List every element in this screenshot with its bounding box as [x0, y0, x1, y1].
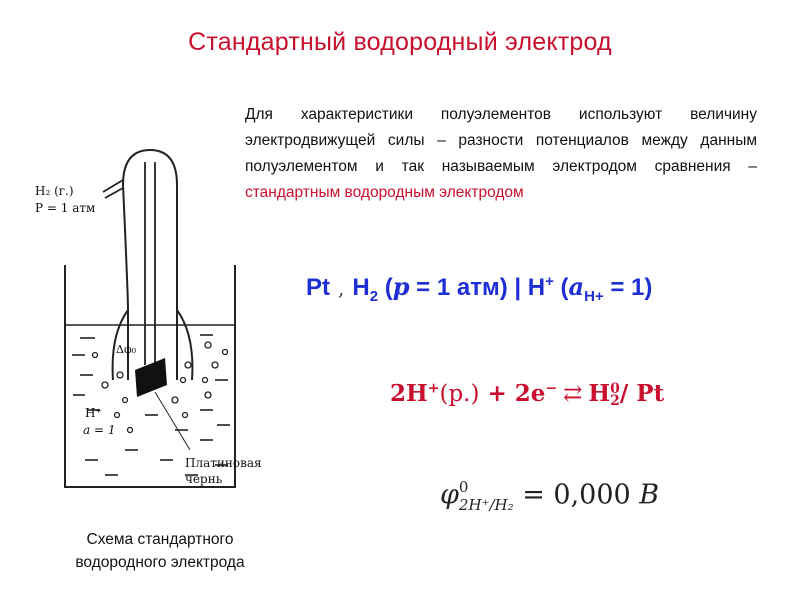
eq3-rhs: = 0,000 [513, 479, 640, 511]
eq1-plus: + [545, 273, 554, 290]
hydrogen-electrode-diagram [25, 140, 285, 500]
paragraph-highlight: стандартным водородным электродом [245, 184, 524, 201]
ion-label: H⁺ [85, 406, 102, 420]
gas-label: H₂ (г.) [35, 184, 74, 198]
equilibrium-arrow-icon: ⇄ [563, 381, 583, 407]
caption-line-2: водородного электрода [75, 554, 245, 571]
eq1-a: a [568, 272, 585, 301]
eq2-h: H [588, 380, 611, 407]
eq1-paren: ( [378, 274, 393, 301]
activity-label: a = 1 [83, 423, 116, 437]
liquid-dashes [72, 335, 230, 475]
description-paragraph [245, 102, 757, 206]
eq2-tail: / Pt [619, 380, 665, 407]
diagram-caption [45, 528, 275, 574]
eq1-rest: = 1 атм) | H [409, 274, 546, 301]
standard-potential-equation [440, 478, 659, 514]
eq2-phase: (р.) [439, 381, 480, 407]
platinum-label-1: Платиновая [185, 456, 262, 470]
eq2-minus-sup: − [545, 380, 558, 397]
eq1-open: ( [553, 274, 569, 301]
eq2-electrons: + 2e [479, 380, 546, 407]
eq1-p: p [392, 272, 410, 301]
eq1-a-sub: H+ [584, 287, 604, 305]
eq2-sup0: 0 [610, 381, 620, 397]
eq3-unit: B [639, 479, 660, 511]
eq3-sub: 2H⁺/H₂ [458, 496, 514, 514]
slide-title: Стандартный водородный электрод [188, 28, 612, 56]
platinum-plate [135, 358, 167, 397]
eq2-plus-sup: + [427, 380, 440, 397]
gas-inlet-pipe [103, 180, 123, 198]
eq1-h: H [352, 274, 370, 301]
eq3-sup: 0 [458, 478, 469, 496]
eq3-phi: φ [440, 479, 459, 511]
eq2-sub2: 2 [610, 393, 620, 409]
paragraph-text: Для характеристики полуэлементов используют величину электродвижущей силы – разности потенциалов между данным полуэлементом и так называемым электродом сравнения – [245, 106, 757, 175]
eq2-lhs: 2H [390, 380, 428, 407]
eq1-comma: , [338, 276, 345, 300]
caption-line-1: Схема стандартного [86, 531, 234, 548]
platinum-label-2: чернь [185, 472, 223, 486]
eq1-h-sub: 2 [369, 287, 379, 305]
half-reaction-equation [390, 380, 664, 407]
electrode-notation-equation [306, 272, 652, 305]
eq1-pt: Pt [306, 274, 330, 301]
eq1-tail: = 1) [603, 274, 653, 301]
pressure-label: P = 1 атм [35, 201, 96, 215]
delta-phi-label: Δφ₀ [116, 343, 137, 356]
